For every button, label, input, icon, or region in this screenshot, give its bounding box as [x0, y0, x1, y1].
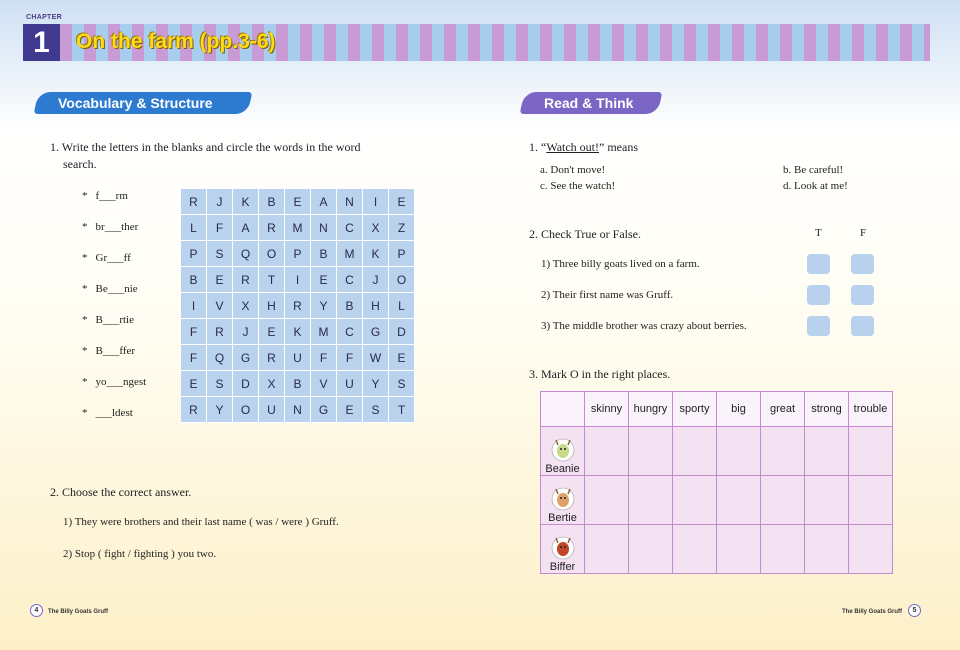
word-search-letter[interactable]: F [181, 319, 207, 345]
word-search-letter[interactable]: F [311, 345, 337, 371]
goat-face-icon [551, 438, 575, 462]
grid-answer-cell[interactable] [849, 427, 893, 476]
grid-column-header: strong [805, 392, 849, 427]
word-search-letter[interactable]: A [233, 215, 259, 241]
grid-answer-cell[interactable] [629, 427, 673, 476]
word-search-letter[interactable]: X [233, 293, 259, 319]
bullet-star: * [82, 283, 88, 295]
grid-answer-cell[interactable] [585, 525, 629, 574]
word-search-letter[interactable]: B [337, 293, 363, 319]
grid-answer-cell[interactable] [805, 427, 849, 476]
word-search-letter[interactable]: R [181, 189, 207, 215]
goat-name-cell [541, 427, 585, 476]
word-search-letter[interactable]: U [337, 371, 363, 397]
word-search-letter[interactable]: S [363, 397, 389, 423]
blank-word-text: br___ther [95, 221, 139, 233]
goat-name-label: Biffer [549, 561, 576, 573]
word-search-letter[interactable]: M [311, 319, 337, 345]
word-search-letter[interactable]: F [337, 345, 363, 371]
read-q1-prefix: 1. “ [529, 140, 547, 154]
vocab-q1-line1: 1. Write the letters in the blanks and circle the words in the word [50, 140, 361, 154]
blank-word-item [82, 345, 135, 357]
bullet-star: * [82, 345, 88, 357]
blank-word-item [82, 376, 146, 388]
grid-answer-cell[interactable] [673, 476, 717, 525]
grid-row [541, 476, 893, 525]
false-checkbox[interactable] [851, 254, 874, 274]
grid-answer-cell[interactable] [717, 525, 761, 574]
grid-answer-cell[interactable] [585, 476, 629, 525]
word-search-letter[interactable]: N [311, 215, 337, 241]
word-search-letter[interactable]: W [363, 345, 389, 371]
word-search-letter[interactable]: G [233, 345, 259, 371]
word-search-letter[interactable]: I [285, 267, 311, 293]
grid-answer-cell[interactable] [761, 476, 805, 525]
right-page-number: 5 [908, 604, 921, 617]
word-search-letter[interactable]: B [285, 371, 311, 397]
word-search-letter[interactable]: E [389, 345, 415, 371]
read-q1 [529, 139, 638, 156]
option-c: c. See the watch! [540, 180, 616, 192]
blank-word-item [82, 221, 138, 233]
word-search-letter[interactable]: B [181, 267, 207, 293]
word-search-grid [181, 189, 415, 423]
grid-answer-cell[interactable] [629, 525, 673, 574]
word-search-row [181, 267, 415, 293]
goat-name-cell [541, 525, 585, 574]
blank-word-text: f___rm [95, 190, 128, 202]
statement-text: 2) Their first name was Gruff. [541, 289, 674, 301]
word-search-letter[interactable]: J [233, 319, 259, 345]
grid-answer-cell[interactable] [585, 427, 629, 476]
word-search-letter[interactable]: R [207, 319, 233, 345]
word-search-letter[interactable]: T [259, 267, 285, 293]
option-a: a. Don't move! [540, 164, 606, 176]
goat-name-cell [541, 476, 585, 525]
grid-answer-cell[interactable] [761, 427, 805, 476]
word-search-letter[interactable]: S [389, 371, 415, 397]
blank-word-text: ___ldest [95, 407, 133, 419]
word-search-row [181, 189, 415, 215]
word-search-letter[interactable]: Y [363, 371, 389, 397]
read-q3: 3. Mark O in the right places. [529, 367, 671, 381]
right-footer-title: The Billy Goats Gruff [842, 609, 903, 615]
blank-word-text: yo___ngest [95, 376, 147, 388]
goat-name-label: Bertie [548, 512, 577, 524]
grid-corner-cell [541, 392, 585, 427]
word-search-letter[interactable]: R [259, 345, 285, 371]
word-search-letter[interactable]: N [285, 397, 311, 423]
word-search-letter[interactable]: L [389, 293, 415, 319]
bullet-star: * [82, 376, 88, 388]
word-search-letter[interactable]: X [363, 215, 389, 241]
option-b: b. Be careful! [783, 164, 844, 176]
word-search-letter[interactable]: K [285, 319, 311, 345]
word-search-letter[interactable]: E [207, 267, 233, 293]
word-search-letter[interactable]: B [311, 241, 337, 267]
word-search-letter[interactable]: U [259, 397, 285, 423]
true-checkbox[interactable] [807, 254, 830, 274]
word-search-letter[interactable]: N [337, 189, 363, 215]
word-search-letter[interactable]: K [363, 241, 389, 267]
blank-word-item [82, 283, 138, 295]
bullet-star: * [82, 314, 88, 326]
grid-column-header: hungry [629, 392, 673, 427]
read-q2: 2. Check True or False. [529, 227, 641, 241]
blank-word-text: B___rtie [95, 314, 134, 326]
grid-answer-cell[interactable] [717, 427, 761, 476]
word-search-letter[interactable]: Y [311, 293, 337, 319]
true-column-header: T [815, 227, 822, 239]
grid-row [541, 525, 893, 574]
word-search-row [181, 215, 415, 241]
word-search-letter[interactable]: E [259, 319, 285, 345]
goat-name-label: Beanie [545, 463, 580, 475]
word-search-letter[interactable]: T [389, 397, 415, 423]
mark-o-grid [540, 391, 893, 574]
grid-answer-cell[interactable] [849, 525, 893, 574]
word-search-letter[interactable]: C [337, 319, 363, 345]
word-search-letter[interactable]: G [311, 397, 337, 423]
word-search-row [181, 293, 415, 319]
word-search-letter[interactable]: E [285, 189, 311, 215]
grid-column-header: great [761, 392, 805, 427]
word-search-letter[interactable]: G [363, 319, 389, 345]
true-checkbox[interactable] [807, 285, 830, 305]
word-search-letter[interactable]: O [233, 397, 259, 423]
read-think-heading-label: Read & Think [544, 95, 634, 111]
word-search-letter[interactable]: V [207, 293, 233, 319]
word-search-letter[interactable]: X [259, 371, 285, 397]
blank-word-text: Be___nie [95, 283, 138, 295]
grid-answer-cell[interactable] [717, 476, 761, 525]
blank-word-item [82, 190, 128, 202]
word-search-letter[interactable]: P [389, 241, 415, 267]
grid-row [541, 427, 893, 476]
word-search-letter[interactable]: A [311, 189, 337, 215]
left-footer-title: The Billy Goats Gruff [48, 609, 109, 615]
grid-answer-cell[interactable] [849, 476, 893, 525]
word-search-letter[interactable]: Q [233, 241, 259, 267]
statement-text: 1) Three billy goats lived on a farm. [541, 258, 700, 270]
word-search-row [181, 345, 415, 371]
word-search-letter[interactable]: L [181, 215, 207, 241]
word-search-letter[interactable]: M [337, 241, 363, 267]
grid-answer-cell[interactable] [805, 525, 849, 574]
chapter-number: 1 [23, 24, 60, 61]
word-search-letter[interactable]: E [389, 189, 415, 215]
goat-face-icon [551, 536, 575, 560]
word-search-letter[interactable]: Q [207, 345, 233, 371]
grid-answer-cell[interactable] [805, 476, 849, 525]
word-search-letter[interactable]: R [259, 215, 285, 241]
grid-header-row [541, 392, 893, 427]
grid-column-header: trouble [849, 392, 893, 427]
word-search-letter[interactable]: E [337, 397, 363, 423]
word-search-letter[interactable]: V [311, 371, 337, 397]
word-search-letter[interactable]: R [233, 267, 259, 293]
word-search-letter[interactable]: U [285, 345, 311, 371]
grid-answer-cell[interactable] [673, 525, 717, 574]
grid-answer-cell[interactable] [629, 476, 673, 525]
bullet-star: * [82, 252, 88, 264]
false-column-header: F [860, 227, 867, 239]
word-search-letter[interactable]: P [285, 241, 311, 267]
word-search-letter[interactable]: F [207, 215, 233, 241]
word-search-letter[interactable]: M [285, 215, 311, 241]
grid-column-header: skinny [585, 392, 629, 427]
vocabulary-section-heading [34, 92, 253, 114]
word-search-letter[interactable]: C [337, 215, 363, 241]
read-q1-suffix: ” means [599, 140, 638, 154]
bullet-star: * [82, 407, 88, 419]
blank-word-item [82, 314, 134, 326]
blank-word-item [82, 252, 131, 264]
read-q1-phrase: Watch out! [546, 140, 600, 154]
word-search-row [181, 241, 415, 267]
word-search-letter[interactable]: H [259, 293, 285, 319]
word-search-letter[interactable]: D [233, 371, 259, 397]
word-search-letter[interactable]: E [181, 371, 207, 397]
word-search-letter[interactable]: R [181, 397, 207, 423]
word-search-letter[interactable]: J [207, 189, 233, 215]
vocab-q2-item2: 2) Stop ( fight / fighting ) you two. [63, 548, 217, 560]
goat-face-icon [551, 487, 575, 511]
blank-word-text: Gr___ff [95, 252, 131, 264]
bullet-star: * [82, 221, 88, 233]
word-search-letter[interactable]: I [181, 293, 207, 319]
grid-column-header: sporty [673, 392, 717, 427]
word-search-letter[interactable]: R [285, 293, 311, 319]
word-search-row [181, 397, 415, 423]
chapter-title: On the farm (pp.3-6) [76, 30, 276, 53]
word-search-letter[interactable]: I [363, 189, 389, 215]
word-search-letter[interactable]: Y [207, 397, 233, 423]
word-search-letter[interactable]: O [389, 267, 415, 293]
bullet-star: * [82, 190, 88, 202]
grid-answer-cell[interactable] [673, 427, 717, 476]
false-checkbox[interactable] [851, 285, 874, 305]
left-page-number: 4 [30, 604, 43, 617]
blank-word-item [82, 407, 133, 419]
chapter-label: CHAPTER [26, 14, 62, 21]
word-search-letter[interactable]: S [207, 371, 233, 397]
word-search-letter[interactable]: O [259, 241, 285, 267]
blank-word-text: B___ffer [95, 345, 136, 357]
grid-column-header: big [717, 392, 761, 427]
word-search-letter[interactable]: B [259, 189, 285, 215]
word-search-letter[interactable]: C [337, 267, 363, 293]
vocab-q1-line2: search. [63, 157, 97, 171]
statement-text: 3) The middle brother was crazy about berries. [541, 320, 747, 332]
word-search-letter[interactable]: K [233, 189, 259, 215]
read-think-section-heading [520, 92, 663, 114]
option-d: d. Look at me! [783, 180, 848, 192]
word-search-row [181, 319, 415, 345]
word-search-letter[interactable]: Z [389, 215, 415, 241]
word-search-letter[interactable]: P [181, 241, 207, 267]
grid-answer-cell[interactable] [761, 525, 805, 574]
vocab-q2: 2. Choose the correct answer. [50, 485, 192, 499]
word-search-letter[interactable]: D [389, 319, 415, 345]
vocabulary-heading-label: Vocabulary & Structure [58, 95, 213, 111]
vocab-q2-item1: 1) They were brothers and their last name ( was / were ) Gruff. [63, 516, 339, 528]
word-search-letter[interactable]: S [207, 241, 233, 267]
word-search-row [181, 371, 415, 397]
word-search-letter[interactable]: H [363, 293, 389, 319]
word-search-letter[interactable]: E [311, 267, 337, 293]
true-checkbox[interactable] [807, 316, 830, 336]
word-search-letter[interactable]: F [181, 345, 207, 371]
false-checkbox[interactable] [851, 316, 874, 336]
word-search-letter[interactable]: J [363, 267, 389, 293]
